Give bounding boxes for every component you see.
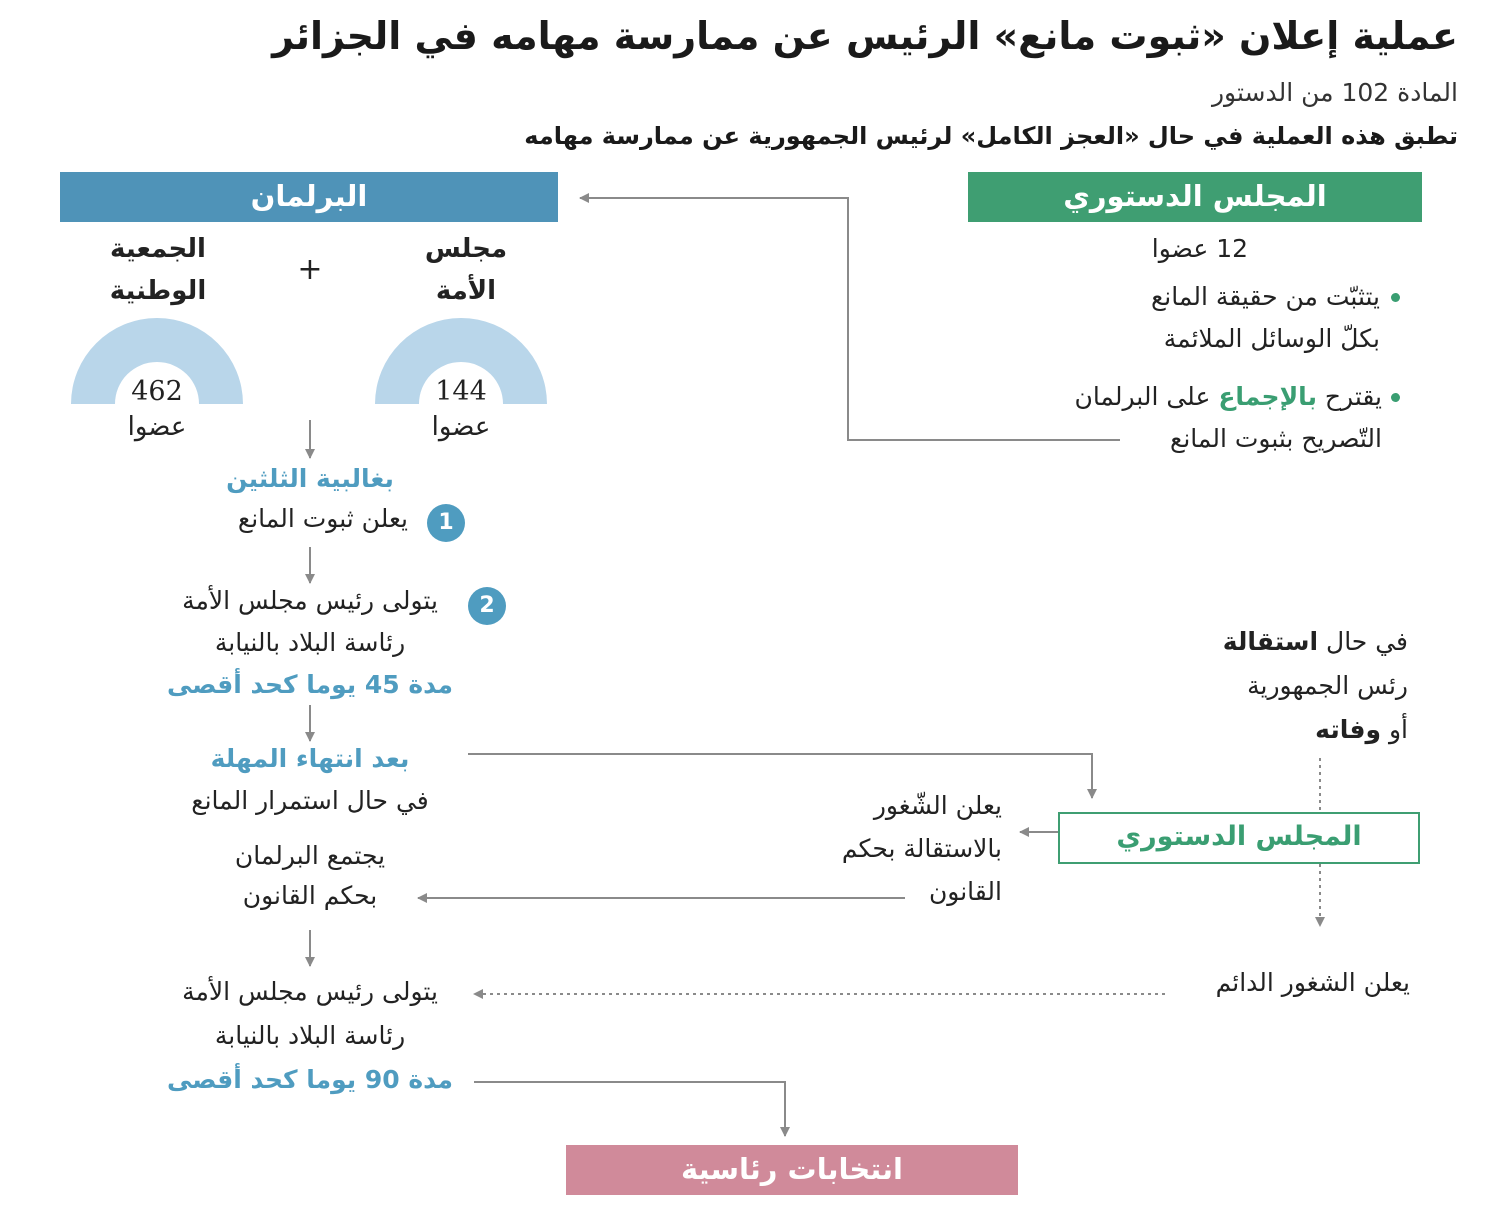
bullet-2-suffix: على البرلمان: [1074, 382, 1219, 411]
step3-to-elections-arrow: [474, 1082, 785, 1136]
death-word: وفاته: [1315, 715, 1382, 744]
parliament-label: البرلمان: [250, 179, 368, 213]
council-of-nation-count: 144: [435, 376, 487, 407]
bullet-dot-2: [1391, 393, 1400, 402]
step-3-duration: مدة 90 يوما كحد أقصى: [166, 1065, 454, 1094]
resignation-word: استقالة: [1222, 627, 1319, 656]
step-2-line1: يتولى رئيس مجلس الأمة: [182, 586, 438, 615]
step-1-text: يعلن ثبوت المانع: [237, 504, 408, 533]
council-of-nation-unit: عضوا: [431, 412, 491, 442]
bullet-dot-1: [1391, 293, 1400, 302]
if-obstacle-continues: في حال استمرار المانع: [191, 786, 429, 815]
constitutional-council-box: [1058, 812, 1420, 864]
declares-line3: القانون: [928, 877, 1002, 906]
declares-line1: يعلن الشّغور: [873, 791, 1002, 820]
declares-vacancy-by-resignation: [842, 784, 1002, 913]
step-3-line1: يتولى رئيس مجلس الأمة: [182, 977, 438, 1006]
step-3-text: [148, 970, 472, 1102]
national-assembly-unit: عضوا: [127, 412, 187, 442]
constitutional-council-label: المجلس الدستوري: [1063, 179, 1327, 213]
step-1-badge: 1: [427, 504, 465, 542]
page-title: عملية إعلان «ثبوت مانع» الرئيس عن ممارسة مهامه في الجزائر: [272, 14, 1458, 58]
declares-line2: بالاستقالة بحكم: [841, 834, 1002, 863]
council-to-parliament-arrow: [580, 198, 1120, 440]
constitutional-council-header: [968, 172, 1422, 222]
bullet-1-line2: بكلّ الوسائل الملائمة: [1163, 324, 1380, 353]
council-of-nation-label: [396, 228, 536, 312]
step-2-badge: 2: [468, 587, 506, 625]
bullet-2-line2: التّصريح بثبوت المانع: [1170, 424, 1382, 453]
presidential-elections-label: انتخابات رئاسية: [681, 1152, 903, 1186]
national-assembly-line1: الجمعية: [110, 234, 206, 264]
council-bullet-1: [1151, 276, 1380, 360]
step-2-text: [148, 580, 472, 706]
presidential-elections-box: [566, 1145, 1018, 1195]
resignation-condition: [1223, 620, 1408, 752]
after-deadline: بعد انتهاء المهلة: [210, 744, 410, 773]
permanent-vacancy: يعلن الشغور الدائم: [1215, 968, 1410, 997]
plus-sign: +: [297, 252, 323, 287]
national-assembly-label: [78, 228, 238, 312]
parliament-meets-line1: يجتمع البرلمان: [234, 841, 386, 870]
resignation-line2: رئس الجمهورية: [1247, 671, 1408, 700]
resignation-or: أو: [1381, 715, 1408, 744]
bullet-1-line1: يتثبّت من حقيقة المانع: [1151, 282, 1380, 311]
council-bullet-2: [1074, 376, 1382, 460]
bullet-2-prefix: يقترح: [1316, 382, 1382, 411]
constitutional-council-box-label: المجلس الدستوري: [1116, 821, 1362, 852]
parliament-meets-line2: بحكم القانون: [242, 881, 378, 910]
resignation-prefix: في حال: [1318, 627, 1408, 656]
unanimity-highlight: بالإجماع: [1218, 382, 1317, 411]
two-thirds-majority: بغالبية الثلثين: [226, 464, 394, 493]
process-description: تطبق هذه العملية في حال «العجز الكامل» لرئيس الجمهورية عن ممارسة مهامه: [524, 122, 1458, 150]
step-3-line2: رئاسة البلاد بالنيابة: [214, 1021, 406, 1050]
article-reference: المادة 102 من الدستور: [1211, 78, 1458, 107]
council-of-nation-line1: مجلس: [424, 234, 508, 264]
parliament-header: [60, 172, 558, 222]
national-assembly-count: 462: [131, 376, 183, 407]
national-assembly-line2: الوطنية: [109, 276, 207, 306]
council-members: 12 عضوا: [1151, 234, 1248, 263]
step-2-line2: رئاسة البلاد بالنيابة: [214, 628, 406, 657]
parliament-meets: [160, 836, 460, 916]
council-of-nation-line2: الأمة: [435, 276, 497, 306]
step-2-duration: مدة 45 يوما كحد أقصى: [166, 670, 454, 699]
